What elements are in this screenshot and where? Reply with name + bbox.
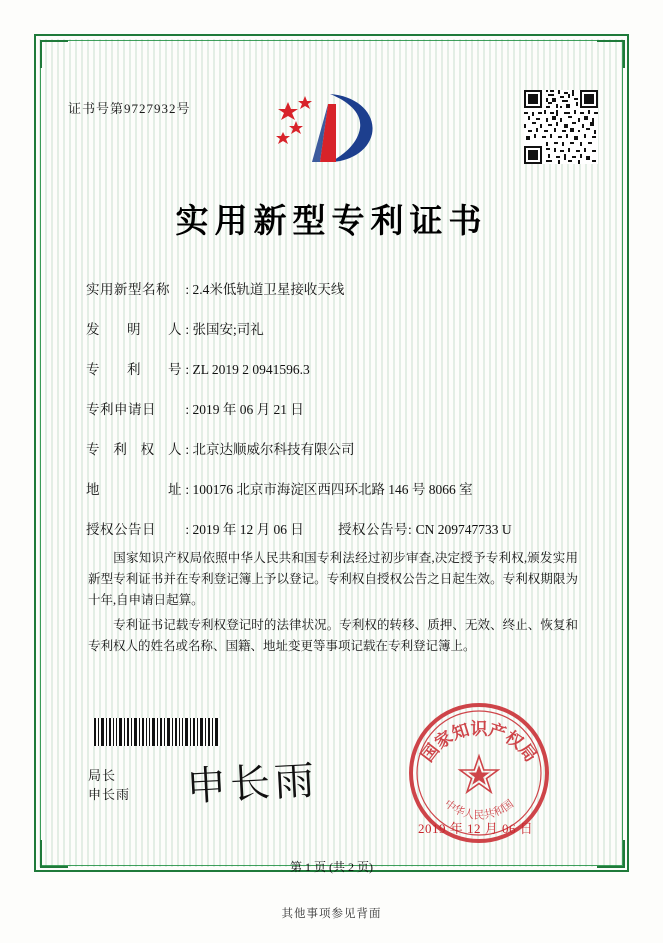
field-label-grant-date: 授权公告日	[86, 522, 156, 537]
director-name-label: 申长雨	[88, 787, 131, 802]
field-value-grant-number: CN 209747733 U	[415, 522, 512, 537]
director-title-label: 局长	[88, 768, 117, 783]
field-list	[86, 280, 586, 560]
svg-text:国家知识产权局: 国家知识产权局	[417, 719, 541, 767]
field-patent-number	[86, 360, 586, 380]
patent-office-logo-icon	[272, 88, 384, 166]
paragraph-text: 专利证书记载专利权登记时的法律状况。专利权的转移、质押、无效、终止、恢复和专利权人的姓名或名称、国籍、地址变更等事项记载在专利登记簿上。	[88, 618, 578, 653]
field-label: 发明人	[86, 322, 182, 337]
field-value-grant-date: : 2019 年 12 月 06 日	[185, 522, 304, 537]
field-label: 专利权人	[86, 442, 182, 457]
field-value: : 张国安;司礼	[185, 322, 264, 337]
field-value: : 2019 年 06 月 21 日	[185, 402, 304, 417]
qr-code-icon	[524, 90, 598, 164]
paragraph-text: 国家知识产权局依照中华人民共和国专利法经过初步审查,决定授予专利权,颁发实用新型专利证书并在专利登记簿上予以登记。专利权自授权公告之日起生效。专利权期限为十年,自申请日起算。	[88, 551, 578, 607]
field-inventor	[86, 320, 586, 340]
paragraph-legal-2	[88, 615, 578, 657]
border-corner-top-right	[597, 40, 625, 68]
border-corner-top-left	[40, 40, 68, 68]
field-label: 专利号	[86, 362, 182, 377]
certificate-number: 证书号第9727932号	[68, 101, 191, 116]
signature-block	[88, 766, 130, 804]
field-invention-name	[86, 280, 586, 300]
field-label: 地址	[86, 482, 182, 497]
handwritten-signature: 申长雨	[185, 757, 320, 811]
field-value: : 100176 北京市海淀区西四环北路 146 号 8066 室	[185, 482, 473, 497]
field-label: 专利申请日	[86, 402, 156, 417]
field-label: 实用新型名称	[86, 282, 170, 297]
footer-note: 其他事项参见背面	[281, 908, 382, 920]
field-address	[86, 480, 586, 500]
field-label-grant-number: 授权公告号:	[338, 522, 413, 537]
field-patentee	[86, 440, 586, 460]
seal-date: 2019 年 12 月 06 日	[418, 821, 534, 836]
field-grant-row	[86, 520, 586, 540]
field-value: : 北京达顺威尔科技有限公司	[185, 442, 355, 457]
svg-text:中华人民共和国: 中华人民共和国	[441, 797, 517, 822]
field-application-date	[86, 400, 586, 420]
field-value: : ZL 2019 2 0941596.3	[185, 362, 310, 377]
page-title: 实用新型专利证书	[175, 201, 488, 240]
barcode-icon	[92, 718, 220, 746]
field-value: : 2.4米低轨道卫星接收天线	[185, 282, 345, 297]
field-grant-publication-number	[338, 520, 512, 540]
paragraph-legal-1	[88, 548, 578, 611]
page-number: 第 1 页 (共 2 页)	[290, 860, 373, 874]
